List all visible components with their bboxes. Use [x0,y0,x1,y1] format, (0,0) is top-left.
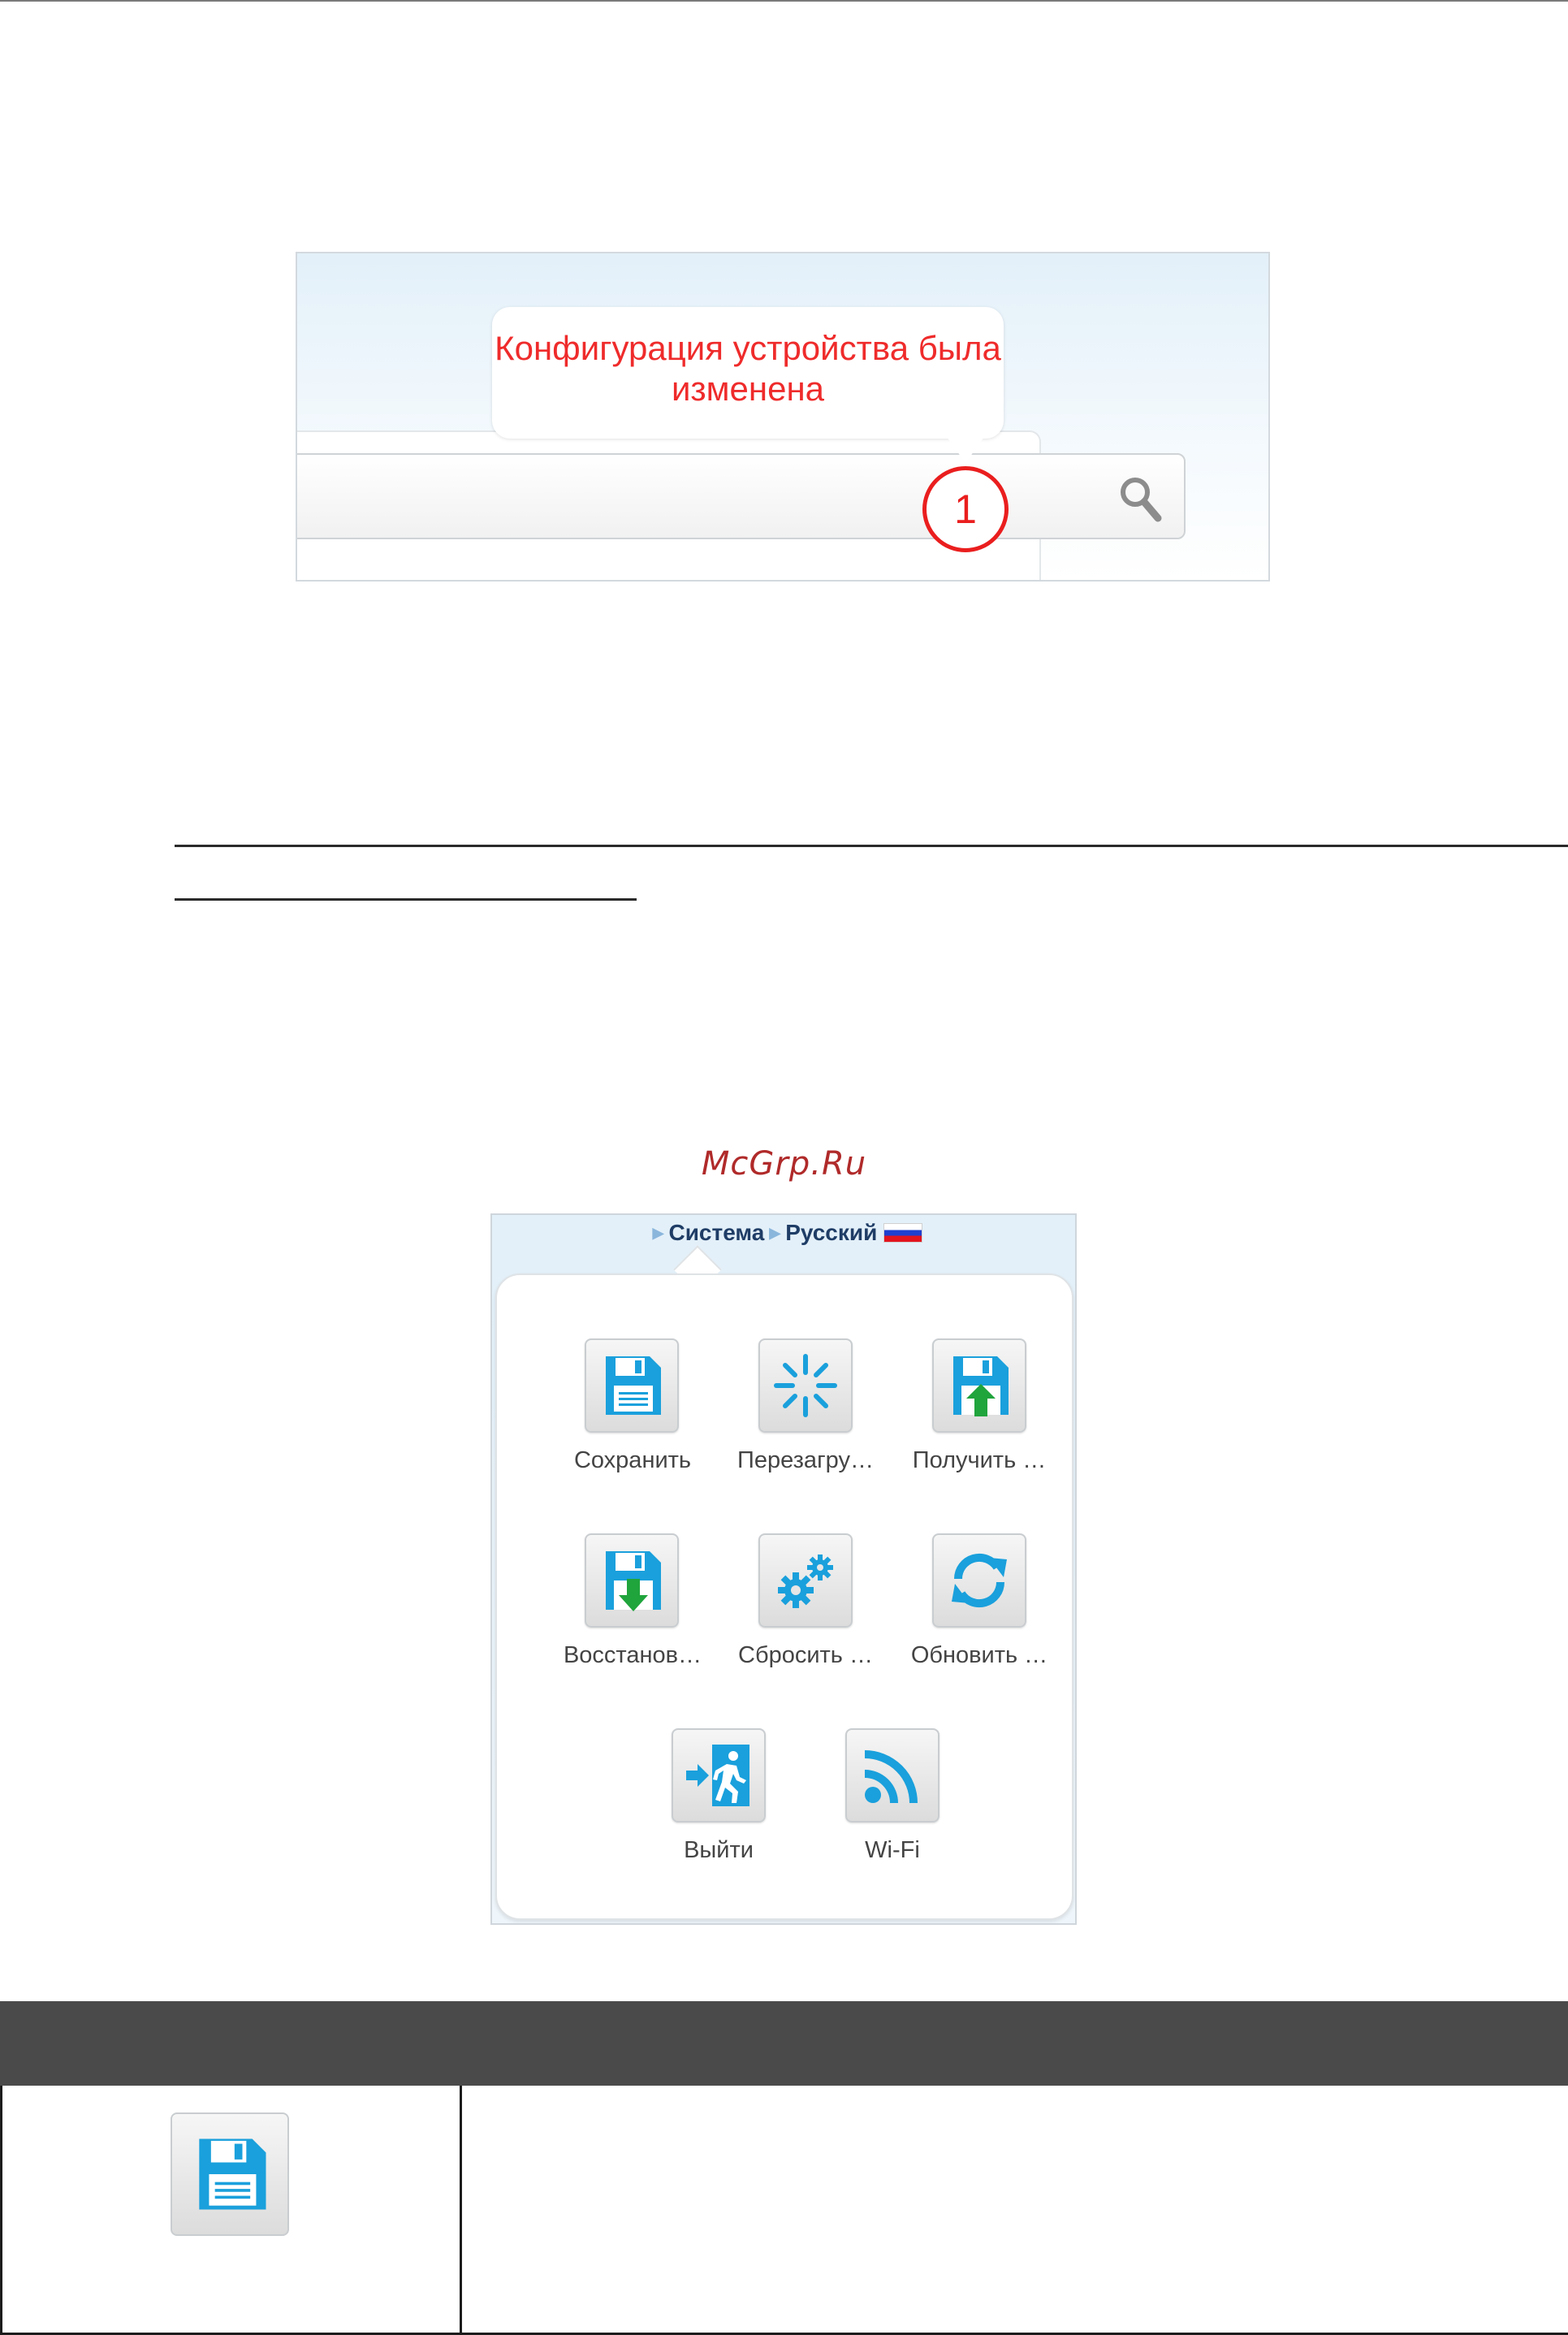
wifi-button[interactable] [845,1728,940,1823]
config-changed-figure [296,252,1270,582]
breadcrumb-language[interactable]: Русский [785,1220,878,1245]
underline-rule [175,845,1568,847]
system-menu-popup [495,1273,1073,1920]
factory-reset-label: Сбросить … [738,1642,873,1668]
wifi-label: Wi-Fi [865,1837,920,1863]
reboot-button[interactable] [758,1338,853,1433]
exit-icon [680,1736,758,1814]
floppy-icon [184,2127,278,2221]
logout-label: Выйти [684,1837,754,1863]
floppy-download-icon [593,1542,671,1619]
logout-button[interactable] [672,1728,766,1823]
search-input[interactable] [296,453,1186,539]
table-header [0,2001,1568,2086]
firmware-update-button[interactable] [932,1533,1026,1628]
notification-text: Конфигурация устройства была изменена [495,329,1001,408]
search-icon[interactable] [1117,474,1163,523]
chevron-right-icon: ▶ [652,1225,664,1241]
reboot-label: Перезагру… [737,1447,874,1473]
floppy-icon [593,1347,671,1425]
gears-icon [767,1542,844,1619]
floppy-upload-icon [940,1347,1018,1425]
russian-flag-icon[interactable] [883,1223,922,1243]
restore-label: Восстанов… [563,1642,702,1668]
refresh-icon [940,1542,1018,1619]
save-label: Сохранить [573,1447,692,1473]
save-button [171,2112,289,2236]
table-column-divider [460,2086,462,2335]
breadcrumb-system[interactable]: Система [668,1220,765,1245]
chevron-right-icon: ▶ [769,1225,781,1241]
top-rule [0,0,1568,2]
backup-button[interactable] [932,1338,1026,1433]
system-menu-figure [490,1213,1077,1925]
underline-rule-short [175,898,637,901]
save-button[interactable] [585,1338,679,1433]
notification-bubble-tail [944,434,987,463]
backup-label: Получить … [912,1447,1047,1473]
reboot-icon [767,1347,844,1425]
factory-reset-button[interactable] [758,1533,853,1628]
firmware-update-label: Обновить … [910,1642,1048,1668]
breadcrumb [492,1220,1077,1246]
restore-button[interactable] [585,1533,679,1628]
wifi-icon [853,1736,931,1814]
notification-count-badge[interactable]: 1 [922,466,1009,552]
watermark: McGrp.Ru [701,1145,867,1183]
